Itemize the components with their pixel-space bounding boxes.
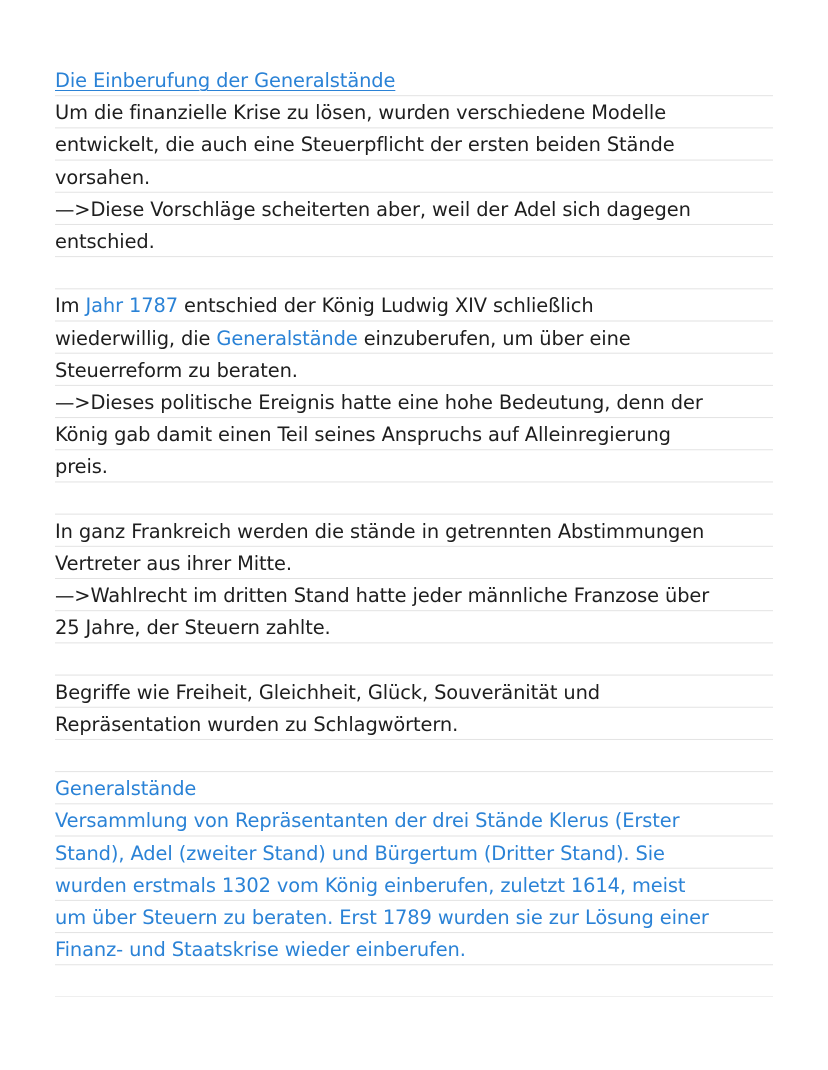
paragraph-line: Repräsentation wurden zu Schlagwörtern. [55,712,459,736]
definition-term: Generalstände [55,777,197,801]
paragraph-line: entwickelt, die auch eine Steuerpflicht der ersten beiden Stände [55,133,675,157]
highlight-year: Jahr 1787 [85,294,178,318]
highlight-term: Generalstände [216,326,358,350]
paragraph-line: —>Wahlrecht im dritten Stand hatte jeder männliche Franzose über [55,584,710,607]
blank-line [55,257,773,289]
note-title: Die Einberufung der Generalstände [55,69,396,92]
paragraph-line: Steuerreform zu beraten. [55,358,298,382]
blank-line [55,965,773,997]
definition-line: Finanz- und Staatskrise wieder einberufen. [55,938,466,962]
text-span: Im [55,294,86,318]
paragraph-line: entschied. [55,229,155,253]
paragraph-line: König gab damit einen Teil seines Anspruchs auf Alleinregierung [55,423,671,447]
definition-line: Versammlung von Repräsentanten der drei Stände Klerus (Erster [55,809,680,833]
blank-line [55,740,773,772]
text-span: wiederwillig, die [55,326,217,350]
text-span: entschied der König Ludwig XIV schließlich [177,294,594,318]
definition-line: wurden erstmals 1302 vom König einberufen, zuletzt 1614, meist [55,873,686,897]
paragraph-line [55,322,773,354]
blank-line [55,643,773,675]
paragraph-line: Begriffe wie Freiheit, Gleichheit, Glück, Souveränität und [55,680,601,704]
definition-line: Stand), Adel (zweiter Stand) und Bürgertum (Dritter Stand). Sie [55,841,665,865]
blank-line [55,482,773,514]
paragraph-line: Vertreter aus ihrer Mitte. [55,551,292,575]
paragraph-line: preis. [55,455,108,479]
paragraph-line: —>Dieses politische Ereignis hatte eine hohe Bedeutung, denn der [55,390,703,414]
paragraph-line [55,289,773,321]
text-span: einzuberufen, um über eine [357,326,631,350]
note-body [55,64,773,997]
paragraph-line: In ganz Frankreich werden die stände in getrennten Abstimmungen [55,519,705,543]
definition-line: um über Steuern zu beraten. Erst 1789 wurden sie zur Lösung einer [55,905,709,929]
paragraph-line: —>Diese Vorschläge scheiterten aber, weil der Adel sich dagegen [55,197,691,221]
paragraph-line: 25 Jahre, der Steuern zahlte. [55,616,331,640]
paragraph-line: vorsahen. [55,165,151,189]
paragraph-line: Um die finanzielle Krise zu lösen, wurden verschiedene Modelle [55,101,667,125]
